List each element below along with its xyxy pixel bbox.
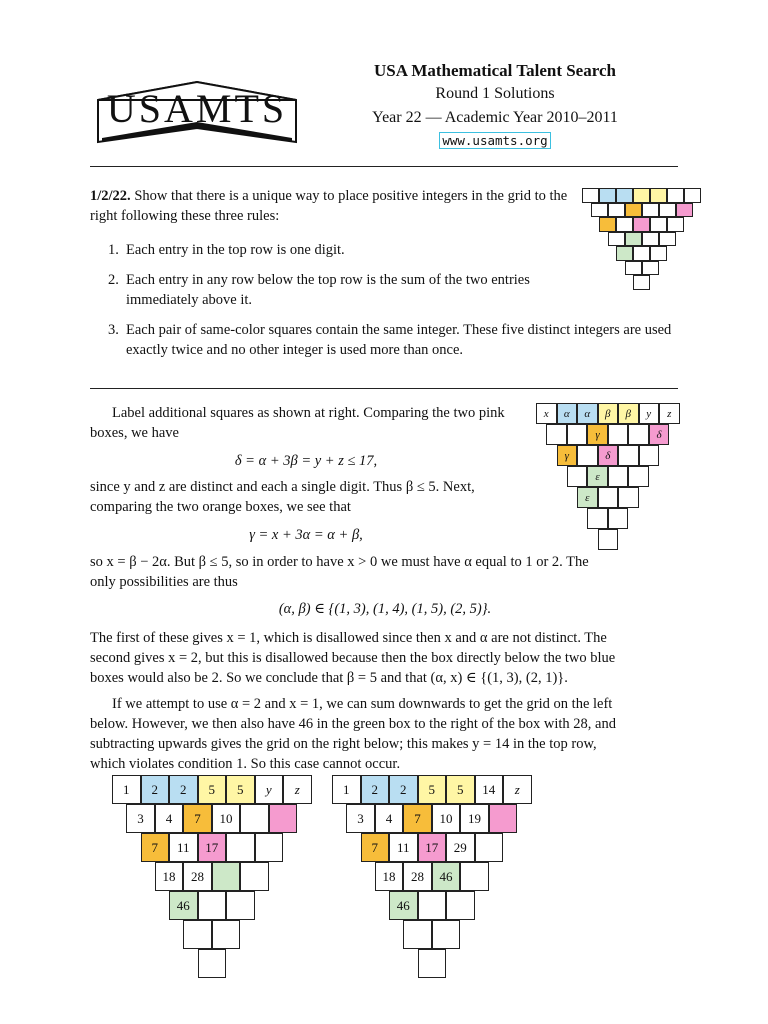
round-title: Round 1 Solutions (435, 85, 555, 102)
labeled-grid-cell (567, 466, 588, 487)
equation-2: γ = x + 3α = α + β, (249, 527, 363, 543)
problem-grid-cell (633, 246, 650, 261)
right-grid-cell (418, 949, 447, 978)
equation-1: δ = α + 3β = y + z ≤ 17, (234, 453, 378, 469)
labeled-grid-cell (618, 445, 639, 466)
left-grid-cell (240, 862, 269, 891)
solution-para-1b: since y and z are distinct and each a single digit. Thus β ≤ 5. Next, comparing the two orange boxes, we see that (90, 479, 475, 515)
right-grid-cell: 4 (375, 804, 404, 833)
labeled-grid-cell: z (659, 403, 680, 424)
right-grid-cell: 10 (432, 804, 461, 833)
left-grid-cell: 7 (183, 804, 212, 833)
solution-para-4: If we attempt to use α = 2 and x = 1, we can sum downwards to get the grid on the left below. However, we then also have 46 in the green box to the right of the box with 28, and subtracting upwards gives the grid on the right below; this makes y = 14 in the top row, which violates condition 1. So this case cannot occur. (90, 696, 616, 772)
problem-grid-cell (633, 217, 650, 232)
right-grid-cell: 28 (403, 862, 432, 891)
right-grid-cell (460, 862, 489, 891)
left-grid-cell (226, 891, 255, 920)
problem-statement (90, 186, 578, 226)
right-grid-cell: 7 (361, 833, 390, 862)
labeled-grid-cell: β (598, 403, 619, 424)
rule-item: 3. Each pair of same-color squares contain the same integer. These five distinct integers are used exactly twice and no other integer is used more than once. (108, 322, 672, 358)
right-grid-cell: 29 (446, 833, 475, 862)
labeled-grid-cell (577, 445, 598, 466)
left-grid-cell (198, 891, 227, 920)
problem-grid-cell (625, 203, 642, 218)
labeled-grid-cell (608, 466, 629, 487)
problem-grid-cell (616, 188, 633, 203)
left-grid-cell: 28 (183, 862, 212, 891)
problem-grid-cell (650, 246, 667, 261)
divider-middle (90, 388, 678, 389)
labeled-grid-cell (598, 529, 619, 550)
year-title: Year 22 — Academic Year 2010–2011 (372, 109, 618, 126)
labeled-grid-cell: x (536, 403, 557, 424)
left-grid-cell (226, 833, 255, 862)
right-grid-cell: 11 (389, 833, 418, 862)
problem-grid-cell (642, 261, 659, 276)
labeled-grid-cell: ε (577, 487, 598, 508)
labeled-grid-cell: α (577, 403, 598, 424)
right-grid-cell: 18 (375, 862, 404, 891)
left-grid-cell: 18 (155, 862, 184, 891)
labeled-grid-cell: β (618, 403, 639, 424)
left-grid-cell (240, 804, 269, 833)
problem-grid-cell (616, 217, 633, 232)
rule-item: 2. Each entry in any row below the top row is the sum of the two entries immediately above it. (108, 272, 530, 308)
problem-text: Show that there is a unique way to place positive integers in the grid to the right following these three rules: (90, 188, 568, 224)
right-grid-cell: 1 (332, 775, 361, 804)
problem-grid-cell (599, 217, 616, 232)
right-grid-cell: 46 (389, 891, 418, 920)
left-grid-cell: 5 (226, 775, 255, 804)
labeled-grid-cell (628, 424, 649, 445)
right-grid-cell: z (503, 775, 532, 804)
problem-grid-cell (591, 203, 608, 218)
left-grid-cell (269, 804, 298, 833)
problem-grid-cell (650, 217, 667, 232)
left-grid-cell: 7 (141, 833, 170, 862)
left-grid-cell (255, 833, 284, 862)
left-grid-cell: 5 (198, 775, 227, 804)
problem-grid-cell (684, 188, 701, 203)
right-grid-cell: 46 (432, 862, 461, 891)
labeled-grid-cell: γ (557, 445, 578, 466)
problem-grid-cell (625, 261, 642, 276)
website-link[interactable]: www.usamts.org (439, 132, 550, 149)
left-grid-cell: 1 (112, 775, 141, 804)
right-grid-cell (489, 804, 518, 833)
right-grid-cell: 5 (418, 775, 447, 804)
left-grid-cell: 46 (169, 891, 198, 920)
left-grid-cell: 17 (198, 833, 227, 862)
left-grid-cell: 3 (126, 804, 155, 833)
problem-grid-cell (667, 217, 684, 232)
problem-grid-cell (599, 188, 616, 203)
right-grid-cell: 17 (418, 833, 447, 862)
header-block (330, 60, 660, 152)
problem-label: 1/2/22. (90, 188, 131, 204)
problem-grid-cell (608, 203, 625, 218)
problem-grid-cell (676, 203, 693, 218)
labeled-grid-cell: ε (587, 466, 608, 487)
problem-grid-cell (582, 188, 599, 203)
labeled-grid-cell (618, 487, 639, 508)
left-grid-cell: 2 (169, 775, 198, 804)
problem-grid-cell (633, 188, 650, 203)
left-grid-cell: 4 (155, 804, 184, 833)
left-grid-cell (198, 949, 227, 978)
right-grid-cell: 14 (475, 775, 504, 804)
left-grid-cell: z (283, 775, 312, 804)
usamts-logo (92, 80, 302, 146)
divider-top (90, 166, 678, 167)
problem-grid-cell (616, 246, 633, 261)
left-grid-cell: 11 (169, 833, 198, 862)
problem-grid-cell (633, 275, 650, 290)
problem-grid-cell (650, 188, 667, 203)
solution-para-2a: so x = β − 2α. But β ≤ 5, so in order to have x > 0 we must have α equal to 1 or 2. The (90, 554, 589, 570)
labeled-grid-cell (567, 424, 588, 445)
labeled-grid-cell (587, 508, 608, 529)
solution-para-3: The first of these gives x = 1, which is disallowed since then x and α are not distinct. The second gives x = 2, but this is disallowed because then the box directly below the two blue boxes would also be 2. So we conclude that β = 5 and that (α, x) ∈ {(1, 3), (2, 1)}. (90, 630, 616, 686)
right-grid-cell: 7 (403, 804, 432, 833)
labeled-grid-cell (639, 445, 660, 466)
problem-grid-cell (659, 232, 676, 247)
left-grid-cell: 10 (212, 804, 241, 833)
problem-grid-cell (625, 232, 642, 247)
left-grid-cell: 2 (141, 775, 170, 804)
left-grid-cell (212, 920, 241, 949)
right-grid-cell: 19 (460, 804, 489, 833)
labeled-grid-cell (598, 487, 619, 508)
right-grid-cell: 2 (389, 775, 418, 804)
right-grid-cell (475, 833, 504, 862)
labeled-grid-cell (608, 508, 629, 529)
labeled-grid-cell: α (557, 403, 578, 424)
rules-list (108, 240, 678, 360)
labeled-grid-cell: δ (649, 424, 670, 445)
right-grid-cell (446, 891, 475, 920)
right-grid-cell: 3 (346, 804, 375, 833)
rule-item: 1. Each entry in the top row is one digit. (108, 242, 345, 258)
labeled-grid-cell: δ (598, 445, 619, 466)
problem-grid-cell (642, 203, 659, 218)
contest-title: USA Mathematical Talent Search (374, 61, 616, 80)
labeled-grid-cell: γ (587, 424, 608, 445)
labeled-grid-cell (628, 466, 649, 487)
right-grid-cell (418, 891, 447, 920)
left-grid-cell (183, 920, 212, 949)
right-grid-cell: 5 (446, 775, 475, 804)
logo-text: USAMTS (106, 86, 288, 131)
problem-grid-cell (667, 188, 684, 203)
solution-para-1a: Label additional squares as shown at right. Comparing the two pink boxes, we have (90, 405, 505, 441)
right-grid-cell (432, 920, 461, 949)
labeled-grid-cell: y (639, 403, 660, 424)
left-grid-cell: y (255, 775, 284, 804)
equation-3: (α, β) ∈ {(1, 3), (1, 4), (1, 5), (2, 5)}. (278, 601, 492, 617)
right-grid-cell (403, 920, 432, 949)
labeled-grid-cell (546, 424, 567, 445)
problem-grid-cell (642, 232, 659, 247)
right-grid-cell: 2 (361, 775, 390, 804)
problem-grid-cell (659, 203, 676, 218)
problem-grid-cell (608, 232, 625, 247)
solution-para-2b: only possibilities are thus (90, 574, 238, 590)
labeled-grid-cell (608, 424, 629, 445)
left-grid-cell (212, 862, 241, 891)
